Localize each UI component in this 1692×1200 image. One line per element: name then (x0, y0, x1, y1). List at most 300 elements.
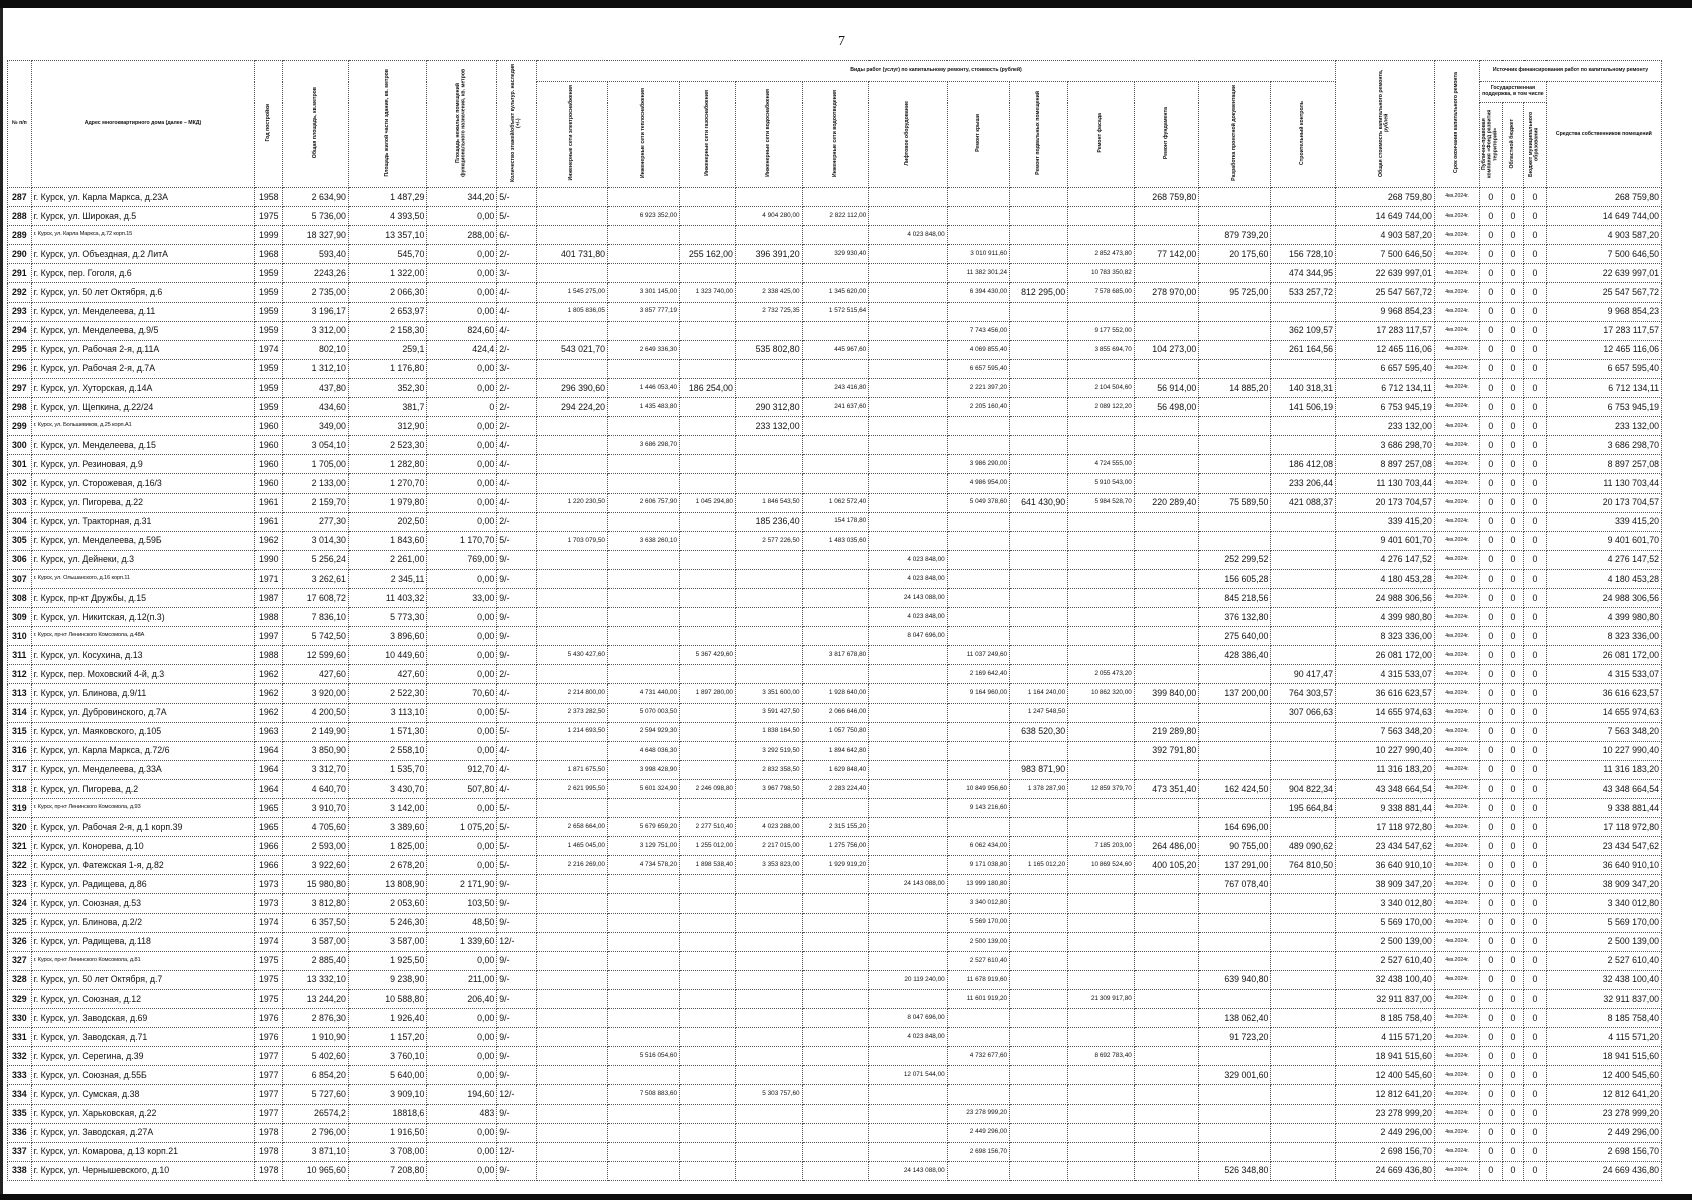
row-number: 313 (8, 684, 32, 703)
row-work-elevator (869, 932, 947, 951)
row-living-area: 259,1 (348, 340, 426, 359)
row-work-facade (1068, 207, 1135, 226)
row-living-area: 18818,6 (348, 1104, 426, 1123)
row-regional-budget: 0 (1502, 1085, 1524, 1104)
row-total-area: 12 599,60 (283, 646, 349, 665)
row-living-area: 1 270,70 (348, 474, 426, 493)
row-work-electric: 294 224,20 (537, 398, 608, 417)
row-year: 1997 (255, 627, 283, 646)
row-work-sewage (802, 951, 869, 970)
row-floors: 4/- (497, 436, 537, 455)
row-address: г. Курск, ул. Дейнеки, д.3 (31, 550, 255, 569)
row-work-heating: 4 734 578,20 (607, 856, 679, 875)
row-work-basement (1010, 436, 1068, 455)
row-year: 1977 (255, 1047, 283, 1066)
row-work-heating (607, 875, 679, 894)
row-number: 288 (8, 207, 32, 226)
row-work-heating (607, 226, 679, 245)
row-work-design (1199, 1047, 1271, 1066)
row-fund: 0 (1480, 913, 1503, 932)
row-work-heating (607, 550, 679, 569)
row-address: г. Курск, ул. Рабочая 2-я, д.7А (31, 359, 255, 378)
row-address: г. Курск, ул. Харьковская, д.22 (31, 1104, 255, 1123)
row-work-elevator (869, 188, 947, 207)
row-number: 316 (8, 741, 32, 760)
row-work-electric (537, 1142, 608, 1161)
row-work-gas (680, 436, 736, 455)
table-row (8, 1047, 1662, 1066)
row-work-elevator (869, 1142, 947, 1161)
row-work-elevator (869, 264, 947, 283)
row-work-foundation (1134, 627, 1199, 646)
row-owners-funds: 11 316 183,20 (1546, 760, 1661, 779)
row-work-sewage (802, 1009, 869, 1028)
row-work-design: 329 001,60 (1199, 1066, 1271, 1085)
row-total-area: 3 196,17 (283, 302, 349, 321)
row-floors: 6/- (497, 226, 537, 245)
row-work-foundation (1134, 474, 1199, 493)
row-nonresidential-area: 0,00 (427, 1123, 497, 1142)
row-fund: 0 (1480, 321, 1503, 340)
row-work-electric (537, 207, 608, 226)
row-work-basement: 1 247 548,50 (1010, 703, 1068, 722)
row-total-area: 6 854,20 (283, 1066, 349, 1085)
row-work-foundation (1134, 1085, 1199, 1104)
row-living-area: 2 066,30 (348, 283, 426, 302)
row-work-heating (607, 474, 679, 493)
row-address: г. Курск, ул. Сумская, д.38 (31, 1085, 255, 1104)
row-work-basement (1010, 1028, 1068, 1047)
row-work-elevator: 24 143 088,00 (869, 588, 947, 607)
row-owners-funds: 4 115 571,20 (1546, 1028, 1661, 1047)
row-year: 1959 (255, 321, 283, 340)
row-work-facade (1068, 359, 1135, 378)
row-regional-budget: 0 (1502, 627, 1524, 646)
row-work-facade: 8 692 783,40 (1068, 1047, 1135, 1066)
row-work-water: 290 312,80 (735, 398, 802, 417)
row-work-supervision: 195 664,84 (1271, 799, 1336, 818)
header-owners-funds: Средства собственников помещений (1546, 82, 1661, 188)
row-work-facade (1068, 627, 1135, 646)
row-work-roof: 9 143 216,60 (947, 799, 1009, 818)
row-work-gas (680, 1123, 736, 1142)
row-nonresidential-area: 0,00 (427, 436, 497, 455)
row-work-electric (537, 1047, 608, 1066)
row-address: г. Курск, ул. Радищева, д.86 (31, 875, 255, 894)
row-nonresidential-area: 0,00 (427, 359, 497, 378)
row-work-design: 526 348,80 (1199, 1161, 1271, 1180)
row-work-design (1199, 1142, 1271, 1161)
row-work-supervision (1271, 1047, 1336, 1066)
row-work-supervision (1271, 627, 1336, 646)
row-address: г. Курск, ул. Блинова, д.9/11 (31, 684, 255, 703)
row-work-sewage (802, 226, 869, 245)
row-work-elevator (869, 417, 947, 436)
row-address: г. Курск, ул. Радищева, д.118 (31, 932, 255, 951)
row-year: 1973 (255, 875, 283, 894)
row-number: 287 (8, 188, 32, 207)
row-regional-budget: 0 (1502, 359, 1524, 378)
row-floors: 9/- (497, 989, 537, 1008)
row-address: г. Курск, ул. Менделеева, д.59Б (31, 531, 255, 550)
row-year: 1965 (255, 818, 283, 837)
row-regional-budget: 0 (1502, 302, 1524, 321)
row-nonresidential-area: 0,00 (427, 512, 497, 531)
row-work-basement (1010, 989, 1068, 1008)
row-work-foundation (1134, 569, 1199, 588)
row-work-electric (537, 264, 608, 283)
row-work-electric (537, 970, 608, 989)
row-work-water: 185 236,40 (735, 512, 802, 531)
row-year: 1964 (255, 741, 283, 760)
row-work-supervision (1271, 970, 1336, 989)
row-work-basement (1010, 1161, 1068, 1180)
row-work-foundation: 392 791,80 (1134, 741, 1199, 760)
row-work-basement (1010, 588, 1068, 607)
row-work-foundation (1134, 226, 1199, 245)
row-work-roof: 11 037 249,60 (947, 646, 1009, 665)
row-regional-budget: 0 (1502, 321, 1524, 340)
row-floors: 5/- (497, 818, 537, 837)
row-work-elevator (869, 455, 947, 474)
row-total-area: 3 850,90 (283, 741, 349, 760)
row-work-gas (680, 474, 736, 493)
row-work-facade: 3 855 694,70 (1068, 340, 1135, 359)
row-regional-budget: 0 (1502, 417, 1524, 436)
row-work-water (735, 894, 802, 913)
row-year: 1966 (255, 837, 283, 856)
row-fund: 0 (1480, 932, 1503, 951)
row-municipal-budget: 0 (1524, 665, 1547, 684)
row-municipal-budget: 0 (1524, 856, 1547, 875)
header-works-group: Виды работ (услуг) по капитальному ремонту, стоимость (рублей) (537, 61, 1336, 82)
row-work-electric (537, 1123, 608, 1142)
row-address: г. Курск, ул. Заводская, д.27А (31, 1123, 255, 1142)
row-total-cost: 17 118 972,80 (1336, 818, 1435, 837)
row-work-elevator (869, 1047, 947, 1066)
row-total-cost: 23 278 999,20 (1336, 1104, 1435, 1123)
row-owners-funds: 7 563 348,20 (1546, 722, 1661, 741)
row-regional-budget: 0 (1502, 436, 1524, 455)
row-work-gas (680, 970, 736, 989)
row-number: 328 (8, 970, 32, 989)
row-total-area: 17 608,72 (283, 588, 349, 607)
row-work-elevator (869, 531, 947, 550)
row-work-electric: 2 216 269,00 (537, 856, 608, 875)
row-work-foundation: 219 289,80 (1134, 722, 1199, 741)
row-year: 1988 (255, 608, 283, 627)
row-fund: 0 (1480, 837, 1503, 856)
row-work-supervision (1271, 989, 1336, 1008)
row-nonresidential-area: 1 339,60 (427, 932, 497, 951)
row-work-heating (607, 569, 679, 588)
row-total-cost: 12 812 641,20 (1336, 1085, 1435, 1104)
row-owners-funds: 18 941 515,60 (1546, 1047, 1661, 1066)
row-work-electric (537, 1085, 608, 1104)
row-year: 1978 (255, 1123, 283, 1142)
row-nonresidential-area: 0,00 (427, 1066, 497, 1085)
row-work-supervision: 533 257,72 (1271, 283, 1336, 302)
row-total-area: 1 910,90 (283, 1028, 349, 1047)
row-total-cost: 8 323 336,00 (1336, 627, 1435, 646)
row-living-area: 2 653,97 (348, 302, 426, 321)
row-living-area: 1 979,80 (348, 493, 426, 512)
row-work-water: 5 303 757,60 (735, 1085, 802, 1104)
row-work-water (735, 359, 802, 378)
row-work-water (735, 799, 802, 818)
row-owners-funds: 22 639 997,01 (1546, 264, 1661, 283)
row-work-basement (1010, 894, 1068, 913)
row-work-basement (1010, 1009, 1068, 1028)
row-floors: 12/- (497, 932, 537, 951)
row-work-design (1199, 760, 1271, 779)
row-total-cost: 32 911 837,00 (1336, 989, 1435, 1008)
row-fund: 0 (1480, 799, 1503, 818)
row-living-area: 10 588,80 (348, 989, 426, 1008)
row-work-water (735, 1104, 802, 1123)
row-total-cost: 14 649 744,00 (1336, 207, 1435, 226)
row-fund: 0 (1480, 894, 1503, 913)
row-work-water (735, 550, 802, 569)
row-municipal-budget: 0 (1524, 1104, 1547, 1123)
row-nonresidential-area: 0,00 (427, 703, 497, 722)
row-work-basement (1010, 340, 1068, 359)
table-row (8, 474, 1662, 493)
row-work-electric (537, 627, 608, 646)
row-work-supervision (1271, 913, 1336, 932)
row-fund: 0 (1480, 340, 1503, 359)
table-row (8, 436, 1662, 455)
row-work-design (1199, 436, 1271, 455)
row-floors: 9/- (497, 588, 537, 607)
row-regional-budget: 0 (1502, 837, 1524, 856)
row-work-electric: 1 465 045,00 (537, 837, 608, 856)
row-work-foundation (1134, 1123, 1199, 1142)
row-work-electric (537, 588, 608, 607)
row-floors: 5/- (497, 722, 537, 741)
row-deadline: 4кв.2024г. (1434, 455, 1479, 474)
row-deadline: 4кв.2024г. (1434, 493, 1479, 512)
row-work-supervision (1271, 417, 1336, 436)
row-work-elevator (869, 760, 947, 779)
row-total-area: 277,30 (283, 512, 349, 531)
row-number: 333 (8, 1066, 32, 1085)
row-work-heating (607, 455, 679, 474)
row-year: 1977 (255, 1085, 283, 1104)
row-address: г. Курск, ул. Пигорева, д.22 (31, 493, 255, 512)
row-floors: 2/- (497, 378, 537, 397)
row-regional-budget: 0 (1502, 455, 1524, 474)
row-floors: 5/- (497, 188, 537, 207)
row-municipal-budget: 0 (1524, 1085, 1547, 1104)
row-year: 1987 (255, 588, 283, 607)
row-fund: 0 (1480, 378, 1503, 397)
row-deadline: 4кв.2024г. (1434, 417, 1479, 436)
row-total-area: 18 327,90 (283, 226, 349, 245)
row-year: 1966 (255, 856, 283, 875)
row-work-basement: 812 295,00 (1010, 283, 1068, 302)
table-row (8, 417, 1662, 436)
row-owners-funds: 20 173 704,57 (1546, 493, 1661, 512)
row-work-heating (607, 245, 679, 264)
row-fund: 0 (1480, 760, 1503, 779)
row-deadline: 4кв.2024г. (1434, 207, 1479, 226)
row-work-supervision: 90 417,47 (1271, 665, 1336, 684)
row-work-facade (1068, 588, 1135, 607)
row-municipal-budget: 0 (1524, 703, 1547, 722)
row-number: 296 (8, 359, 32, 378)
row-total-area: 802,10 (283, 340, 349, 359)
row-total-area: 3 262,61 (283, 569, 349, 588)
table-row (8, 951, 1662, 970)
row-work-roof (947, 1161, 1009, 1180)
row-work-water (735, 913, 802, 932)
row-work-basement (1010, 569, 1068, 588)
row-work-facade: 5 910 543,00 (1068, 474, 1135, 493)
row-total-area: 3 812,80 (283, 894, 349, 913)
row-work-heating (607, 321, 679, 340)
row-floors: 4/- (497, 321, 537, 340)
row-total-area: 26574,2 (283, 1104, 349, 1123)
row-deadline: 4кв.2024г. (1434, 875, 1479, 894)
row-work-gas (680, 302, 736, 321)
row-year: 1977 (255, 1066, 283, 1085)
row-deadline: 4кв.2024г. (1434, 722, 1479, 741)
row-fund: 0 (1480, 512, 1503, 531)
row-owners-funds: 38 909 347,20 (1546, 875, 1661, 894)
row-work-basement (1010, 875, 1068, 894)
row-total-cost: 11 130 703,44 (1336, 474, 1435, 493)
row-year: 1960 (255, 417, 283, 436)
row-floors: 4/- (497, 302, 537, 321)
row-work-heating (607, 608, 679, 627)
row-deadline: 4кв.2024г. (1434, 818, 1479, 837)
row-municipal-budget: 0 (1524, 531, 1547, 550)
row-work-design (1199, 455, 1271, 474)
row-number: 298 (8, 398, 32, 417)
table-row (8, 188, 1662, 207)
row-regional-budget: 0 (1502, 569, 1524, 588)
row-work-electric: 1 220 230,50 (537, 493, 608, 512)
row-work-basement (1010, 665, 1068, 684)
row-work-heating: 3 998 428,90 (607, 760, 679, 779)
row-nonresidential-area: 0,00 (427, 245, 497, 264)
row-work-electric (537, 512, 608, 531)
row-nonresidential-area: 1 170,70 (427, 531, 497, 550)
row-floors: 9/- (497, 1009, 537, 1028)
table-row (8, 1085, 1662, 1104)
row-total-area: 2 796,00 (283, 1123, 349, 1142)
row-year: 1961 (255, 493, 283, 512)
row-owners-funds: 12 812 641,20 (1546, 1085, 1661, 1104)
row-work-heating (607, 646, 679, 665)
row-total-area: 5 256,24 (283, 550, 349, 569)
row-deadline: 4кв.2024г. (1434, 856, 1479, 875)
row-total-area: 1 705,00 (283, 455, 349, 474)
row-work-heating: 3 686 298,70 (607, 436, 679, 455)
row-number: 299 (8, 417, 32, 436)
table-row (8, 1066, 1662, 1085)
row-nonresidential-area: 0 (427, 398, 497, 417)
row-work-gas (680, 1104, 736, 1123)
row-work-basement: 1 164 240,00 (1010, 684, 1068, 703)
row-total-area: 6 357,50 (283, 913, 349, 932)
row-total-area: 13 244,20 (283, 989, 349, 1008)
row-work-facade: 9 177 552,00 (1068, 321, 1135, 340)
row-work-roof (947, 550, 1009, 569)
row-work-sewage (802, 665, 869, 684)
row-work-basement (1010, 818, 1068, 837)
row-living-area: 1 843,60 (348, 531, 426, 550)
row-deadline: 4кв.2024г. (1434, 474, 1479, 493)
row-work-roof: 11 601 919,20 (947, 989, 1009, 1008)
row-owners-funds: 14 655 974,63 (1546, 703, 1661, 722)
row-floors: 9/- (497, 646, 537, 665)
row-municipal-budget: 0 (1524, 436, 1547, 455)
row-work-heating: 5 601 324,90 (607, 779, 679, 798)
row-regional-budget: 0 (1502, 760, 1524, 779)
row-work-water: 1 838 164,50 (735, 722, 802, 741)
row-number: 294 (8, 321, 32, 340)
row-work-foundation (1134, 359, 1199, 378)
row-work-elevator (869, 1123, 947, 1142)
row-work-facade: 10 783 350,82 (1068, 264, 1135, 283)
row-work-electric: 2 658 664,00 (537, 818, 608, 837)
row-work-roof: 2 500 139,00 (947, 932, 1009, 951)
row-work-water: 233 132,00 (735, 417, 802, 436)
row-work-design (1199, 264, 1271, 283)
row-work-roof: 4 732 677,60 (947, 1047, 1009, 1066)
row-work-gas (680, 951, 736, 970)
row-floors: 2/- (497, 512, 537, 531)
row-work-supervision (1271, 1123, 1336, 1142)
row-work-electric: 2 621 995,50 (537, 779, 608, 798)
row-address: г. Курск, ул. Конорева, д.10 (31, 837, 255, 856)
row-year: 1960 (255, 455, 283, 474)
row-work-roof: 5 049 378,60 (947, 493, 1009, 512)
row-work-facade (1068, 894, 1135, 913)
row-municipal-budget: 0 (1524, 321, 1547, 340)
row-work-electric: 1 871 675,50 (537, 760, 608, 779)
header-work-elevator: Лифтовое оборудование (869, 82, 947, 188)
row-work-sewage (802, 894, 869, 913)
row-work-facade (1068, 1066, 1135, 1085)
row-work-foundation (1134, 703, 1199, 722)
row-work-heating: 3 129 751,00 (607, 837, 679, 856)
row-work-supervision: 307 066,63 (1271, 703, 1336, 722)
row-fund: 0 (1480, 722, 1503, 741)
header-regional-budget: Областной бюджет (1502, 103, 1524, 188)
table-row (8, 226, 1662, 245)
row-floors: 5/- (497, 207, 537, 226)
row-work-elevator (869, 894, 947, 913)
row-total-cost: 2 527 610,40 (1336, 951, 1435, 970)
row-work-gas: 2 277 510,40 (680, 818, 736, 837)
row-deadline: 4кв.2024г. (1434, 569, 1479, 588)
row-floors: 5/- (497, 531, 537, 550)
row-work-elevator: 24 143 088,00 (869, 875, 947, 894)
row-work-gas (680, 455, 736, 474)
row-fund: 0 (1480, 1009, 1503, 1028)
row-owners-funds: 25 547 567,72 (1546, 283, 1661, 302)
row-total-cost: 18 941 515,60 (1336, 1047, 1435, 1066)
row-deadline: 4кв.2024г. (1434, 1009, 1479, 1028)
row-regional-budget: 0 (1502, 550, 1524, 569)
row-year: 1988 (255, 646, 283, 665)
row-municipal-budget: 0 (1524, 302, 1547, 321)
row-work-elevator (869, 207, 947, 226)
row-work-roof (947, 207, 1009, 226)
